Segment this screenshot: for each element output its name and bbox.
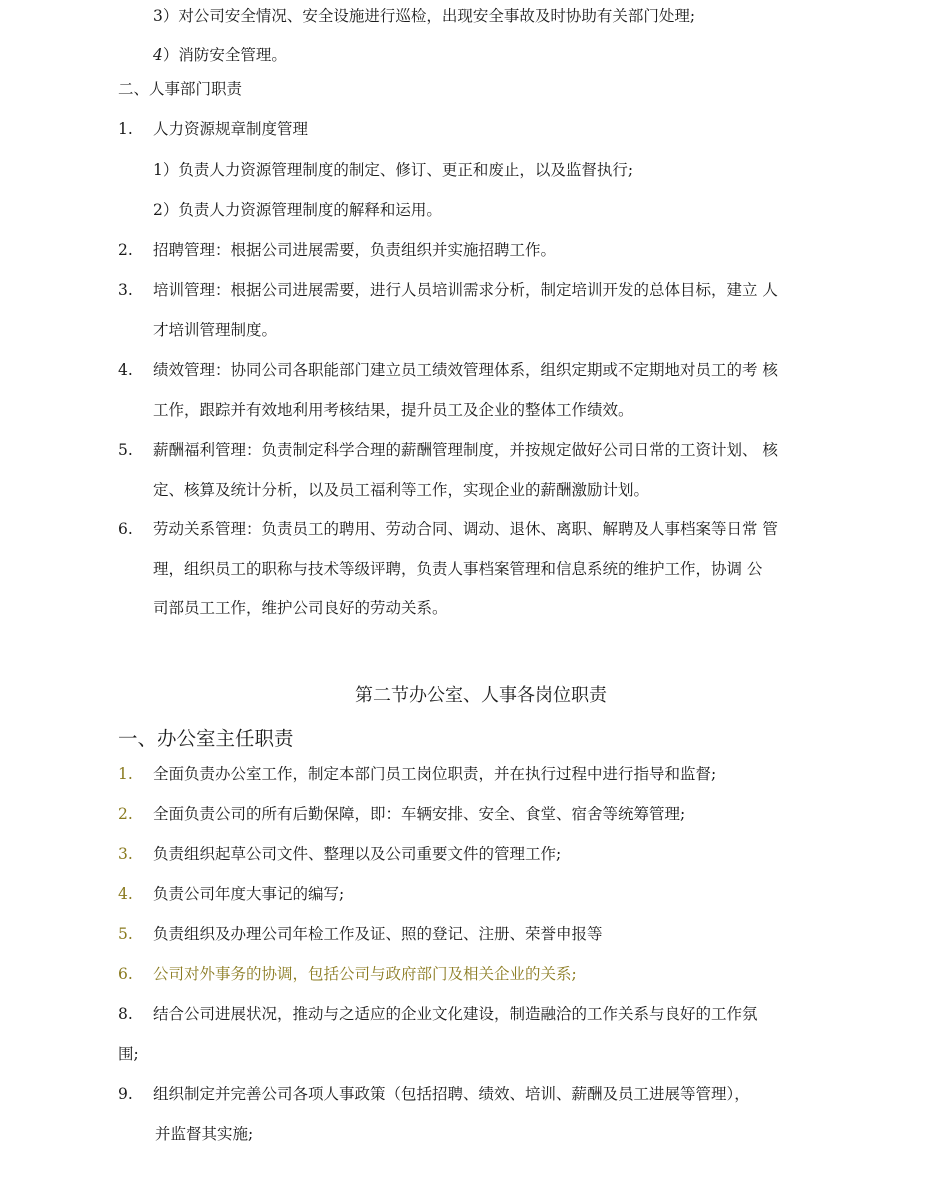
office-item-text: 组织制定并完善公司各项人事政策（包括招聘、绩效、培训、薪酬及员工进展等管理）， — [153, 1085, 750, 1103]
office-item-text-cont: 并监督其实施; — [155, 1125, 254, 1143]
hr-item-text: 薪酬福利管理：负责制定科学合理的薪酬管理制度，并按规定做好公司日常的工资计划、 核 — [153, 441, 778, 459]
hr-item-text: 培训管理：根据公司进展需要，进行人员培训需求分析，制定培训开发的总体目标，建立 人 — [153, 281, 778, 299]
hr-item-text-cont: 才培训管理制度。 — [153, 321, 278, 339]
section-title: 第二节办公室、人事各岗位职责 — [355, 685, 607, 706]
hr-item-text-cont: 定、核算及统计分析，以及员工福利等工作，实现企业的薪酬激励计划。 — [153, 481, 650, 499]
hr-section-heading: 二、人事部门职责 — [118, 80, 243, 98]
office-item-text: 公司对外事务的协调，包括公司与政府部门及相关企业的关系; — [153, 965, 577, 983]
office-item-num: 1. — [118, 765, 133, 783]
office-item-text: 全面负责办公室工作，制定本部门员工岗位职责，并在执行过程中进行指导和监督; — [153, 765, 717, 783]
office-item-num: 2. — [118, 805, 133, 823]
hr-subitem-text: 2）负责人力资源管理制度的解释和运用。 — [153, 201, 442, 219]
office-item-num: 8. — [118, 1005, 133, 1023]
office-item-text: 负责组织及办理公司年检工作及证、照的登记、注册、荣誉申报等 — [153, 925, 603, 943]
intro-item-3: 3）对公司安全情况、安全设施进行巡检，出现安全事故及时协助有关部门处理; — [153, 7, 696, 25]
intro-item-4-text: ）消防安全管理。 — [162, 46, 287, 64]
hr-item-num: 1. — [118, 120, 133, 138]
office-item-num: 5. — [118, 925, 133, 943]
office-item-text: 负责组织起草公司文件、整理以及公司重要文件的管理工作; — [153, 845, 562, 863]
office-item-text: 结合公司进展状况，推动与之适应的企业文化建设，制造融洽的工作关系与良好的工作氛 — [153, 1005, 758, 1023]
hr-item-text: 人力资源规章制度管理 — [153, 120, 309, 138]
hr-item-num: 6. — [118, 520, 133, 538]
hr-item-text-cont: 工作，跟踪并有效地利用考核结果，提升员工及企业的整体工作绩效。 — [153, 401, 634, 419]
hr-item-text: 劳动关系管理：负责员工的聘用、劳动合同、调动、退休、离职、解聘及人事档案等日常 管 — [153, 520, 778, 538]
hr-item-num: 3. — [118, 281, 133, 299]
hr-item-text-cont: 司部员工工作，维护公司良好的劳动关系。 — [153, 599, 448, 617]
hr-item-text: 招聘管理：根据公司进展需要，负责组织并实施招聘工作。 — [153, 241, 557, 259]
hr-subitem-text: 1）负责人力资源管理制度的制定、修订、更正和废止，以及监督执行; — [153, 161, 634, 179]
hr-item-text-cont: 理，组织员工的职称与技术等级评聘，负责人事档案管理和信息系统的维护工作，协调 公 — [153, 560, 763, 578]
hr-item-text: 绩效管理：协同公司各职能部门建立员工绩效管理体系，组织定期或不定期地对员工的考 核 — [153, 361, 778, 379]
hr-item-num: 2. — [118, 241, 133, 259]
intro-item-4 — [153, 45, 287, 65]
office-item-num: 6. — [118, 965, 133, 983]
office-item-text: 全面负责公司的所有后勤保障，即：车辆安排、安全、食堂、宿舍等统筹管理; — [153, 805, 686, 823]
hr-item-num: 4. — [118, 361, 133, 379]
office-item-num: 4. — [118, 885, 133, 903]
office-item-num: 9. — [118, 1085, 133, 1103]
office-item-text: 负责公司年度大事记的编写; — [153, 885, 345, 903]
hr-item-num: 5. — [118, 441, 133, 459]
intro-item-4-num: 4 — [153, 46, 163, 64]
section-heading: 一、办公室主任职责 — [118, 727, 294, 750]
office-item-text-cont: 围; — [118, 1045, 139, 1063]
office-item-num: 3. — [118, 845, 133, 863]
